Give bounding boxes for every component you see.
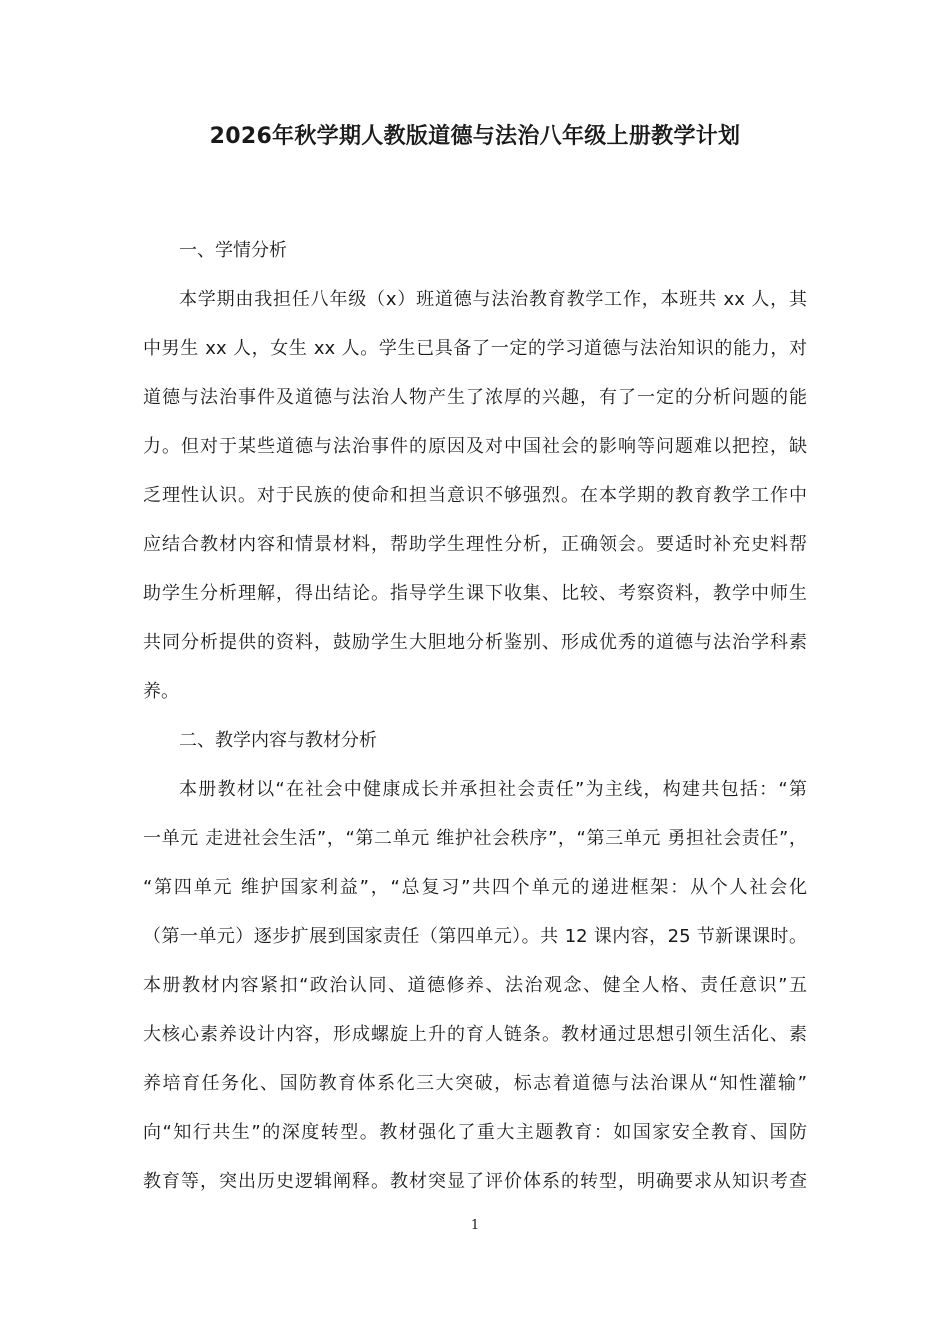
document-title: 2026年秋学期人教版道德与法治八年级上册教学计划 xyxy=(209,124,741,149)
section-heading-content: 二、教学内容与教材分析 xyxy=(179,730,377,751)
paragraph-line: 养培育任务化、国防教育体系化三大突破，标志着道德与法治课从“知性灌输” xyxy=(143,1073,807,1094)
paragraph-line: 教育等，突出历史逻辑阐释。教材突显了评价体系的转型，明确要求从知识考查 xyxy=(143,1171,807,1192)
section-heading-situation: 一、学情分析 xyxy=(179,240,287,261)
paragraph-line: （第一单元）逐步扩展到国家责任（第四单元）。共 12 课内容，25 节新课课时。 xyxy=(143,926,807,947)
page-number: 1 xyxy=(470,1218,480,1233)
paragraph-line: 助学生分析理解，得出结论。指导学生课下收集、比较、考察资料，教学中师生 xyxy=(143,583,807,604)
paragraph-line: 乏理性认识。对于民族的使命和担当意识不够强烈。在本学期的教育教学工作中 xyxy=(143,485,807,506)
paragraph-line: 向“知行共生”的深度转型。教材强化了重大主题教育：如国家安全教育、国防 xyxy=(143,1122,807,1143)
paragraph-line: “第四单元 维护国家利益”，“总复习”共四个单元的递进框架：从个人社会化 xyxy=(143,877,807,898)
paragraph-situation-analysis xyxy=(143,275,807,716)
paragraph-line: 本册教材内容紧扣“政治认同、道德修养、法治观念、健全人格、责任意识”五 xyxy=(143,975,807,996)
paragraph-line: 道德与法治事件及道德与法治人物产生了浓厚的兴趣，有了一定的分析问题的能 xyxy=(143,387,807,408)
paragraph-line: 一单元 走进社会生活”，“第二单元 维护社会秩序”，“第三单元 勇担社会责任”， xyxy=(143,828,807,849)
paragraph-line: 养。 xyxy=(143,681,179,702)
document-body xyxy=(143,226,807,1206)
paragraph-line: 力。但对于某些道德与法治事件的原因及对中国社会的影响等问题难以把控，缺 xyxy=(143,436,807,457)
paragraph-line: 本学期由我担任八年级（x）班道德与法治教育教学工作，本班共 xx 人，其 xyxy=(179,289,807,310)
paragraph-line: 共同分析提供的资料，鼓励学生大胆地分析鉴别、形成优秀的道德与法治学科素 xyxy=(143,632,807,653)
paragraph-line: 大核心素养设计内容，形成螺旋上升的育人链条。教材通过思想引领生活化、素 xyxy=(143,1024,807,1045)
paragraph-content-analysis xyxy=(143,765,807,1206)
paragraph-line: 应结合教材内容和情景材料，帮助学生理性分析，正确领会。要适时补充史料帮 xyxy=(143,534,807,555)
paragraph-line: 本册教材以“在社会中健康成长并承担社会责任”为主线，构建共包括：“第 xyxy=(179,779,807,800)
paragraph-line: 中男生 xx 人，女生 xx 人。学生已具备了一定的学习道德与法治知识的能力，对 xyxy=(143,338,807,359)
